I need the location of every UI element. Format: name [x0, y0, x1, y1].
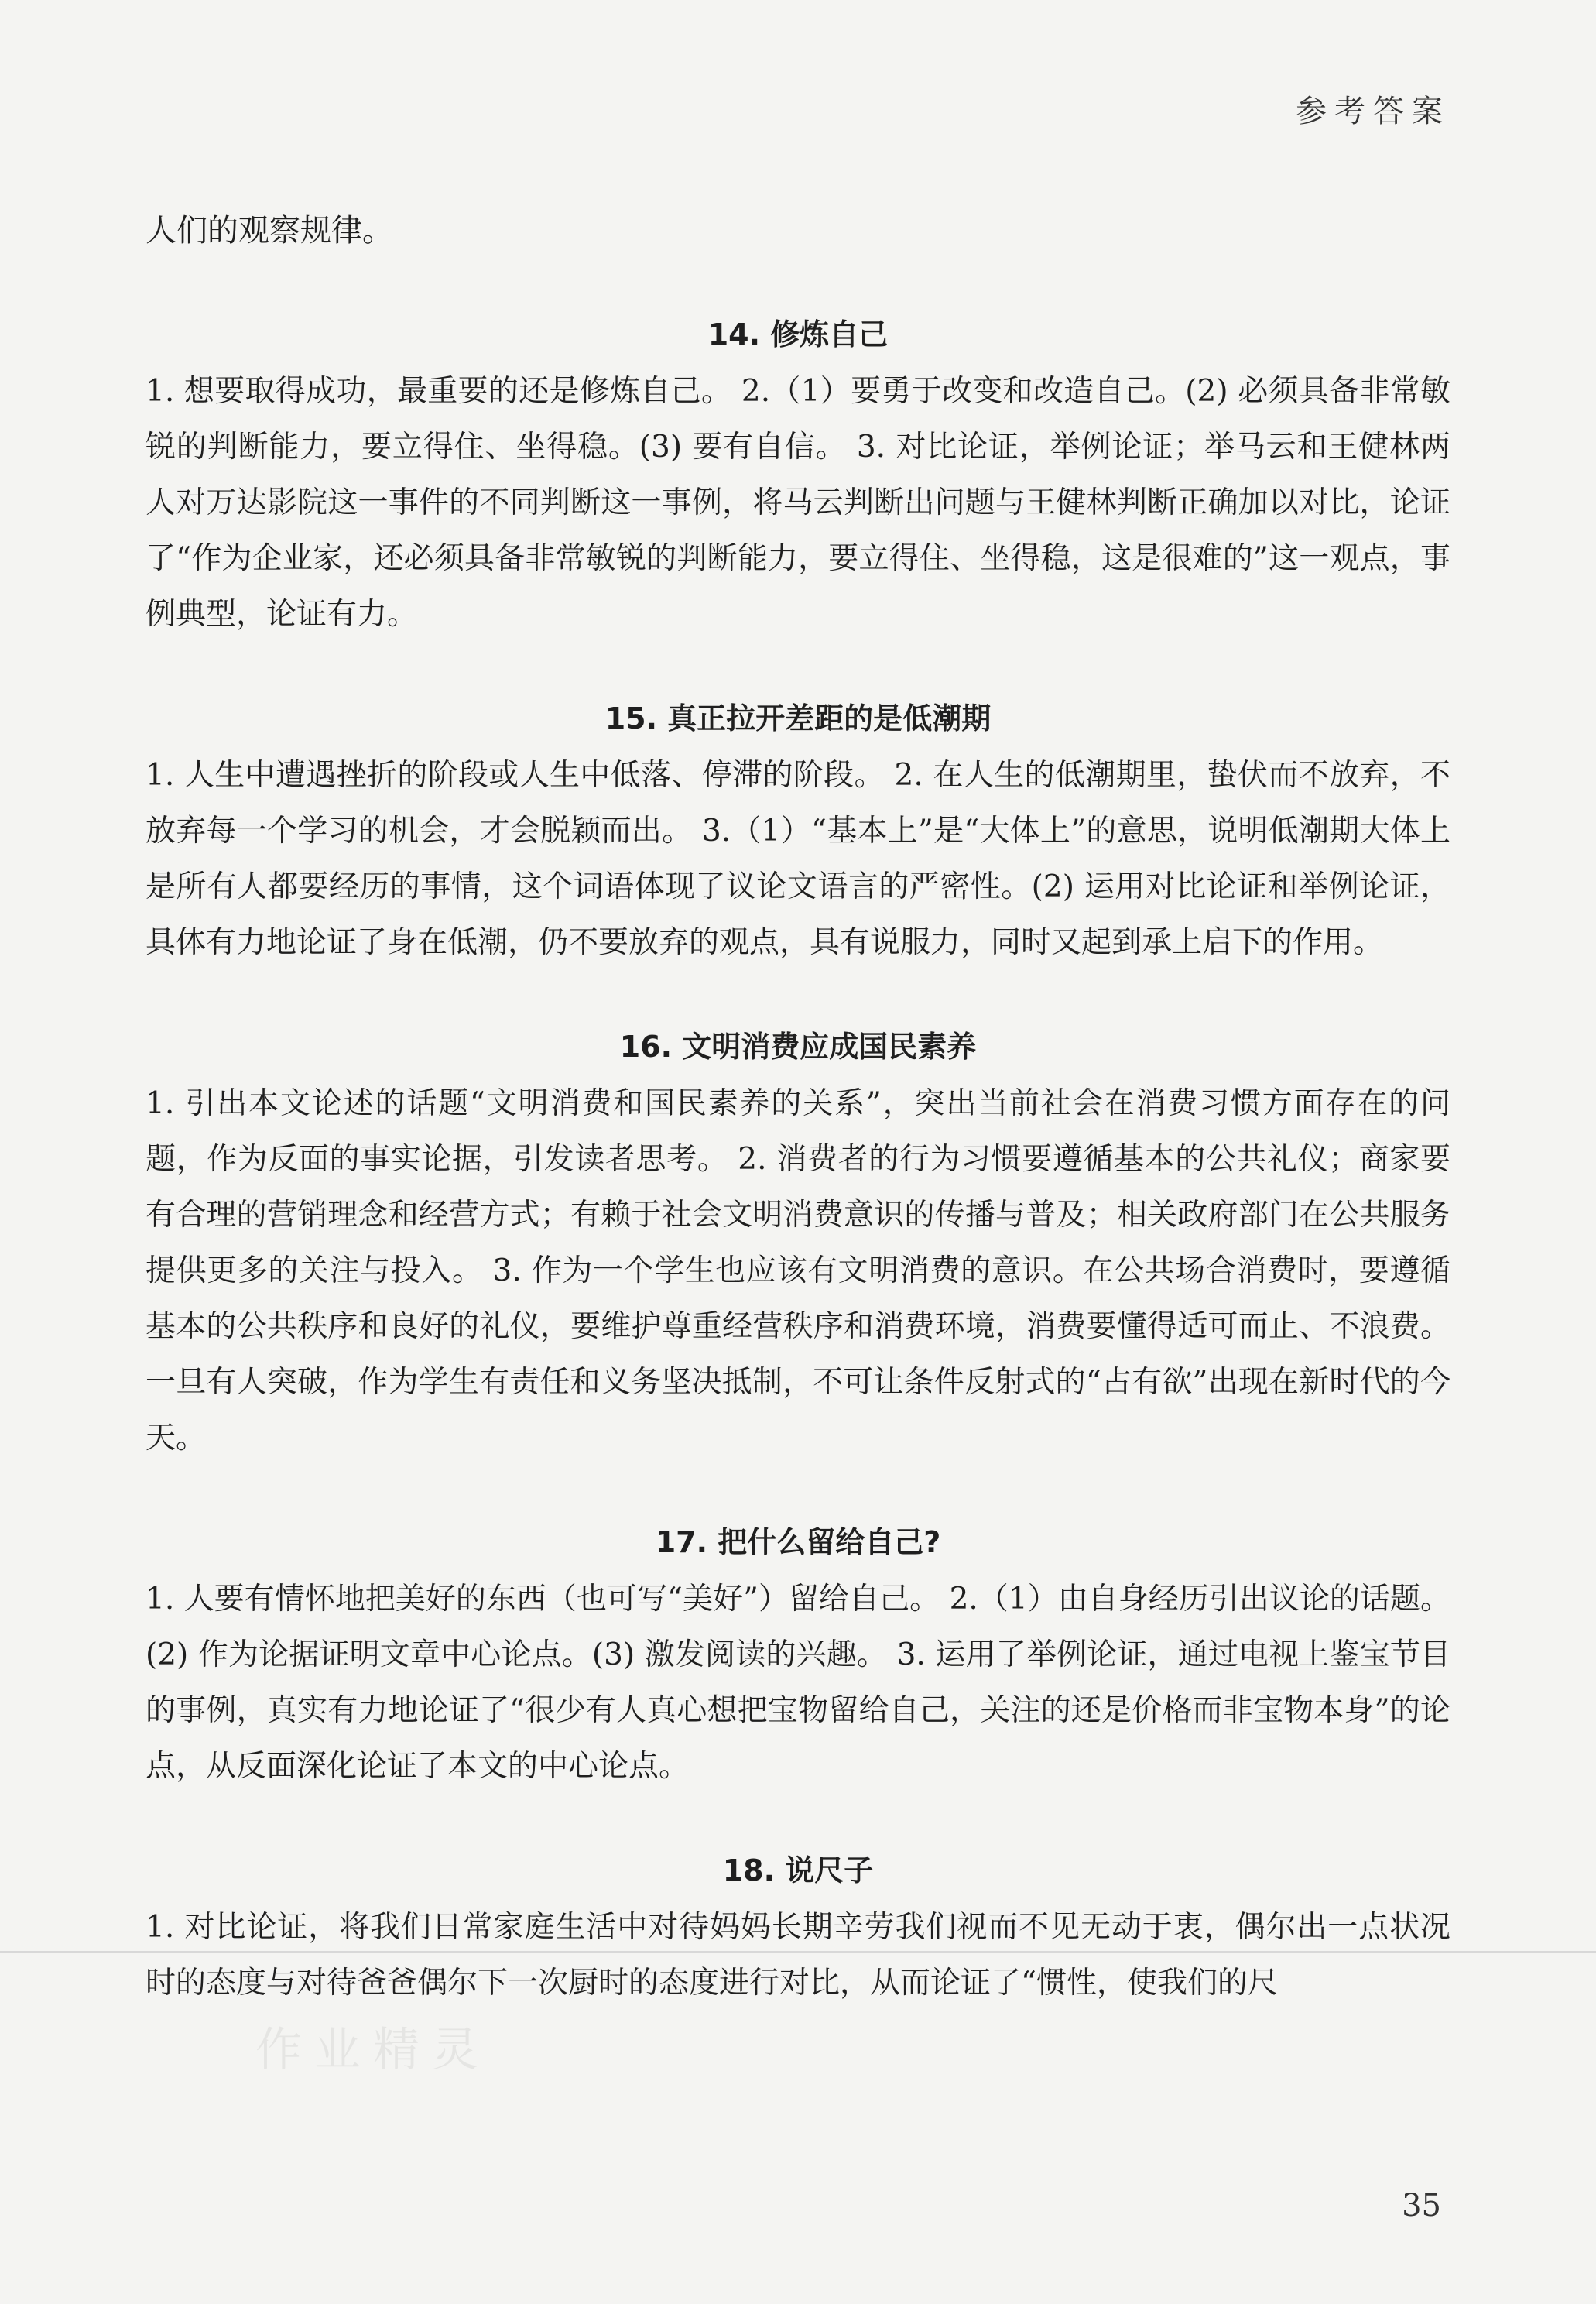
- header-label: 参考答案: [1296, 94, 1450, 129]
- page-content: [146, 203, 1450, 2011]
- section-18: [146, 1849, 1450, 2011]
- section-body: 1. 引出本文论述的话题“文明消费和国民素养的关系”，突出当前社会在消费习惯方面存在的问题，作为反面的事实论据，引发读者思考。 2. 消费者的行为习惯要遵循基本的公共礼仪；商家要有合理的营销理念和经营方式；有赖于社会文明消费意识的传播与普及；相关政府部门在公共服务提供更多的关注与投入。 3. 作为一个学生也应该有文明消费的意识。在公共场合消费时，要遵循基本的公共秩序和良好的礼仪，要维护尊重经营秩序和消费环境，消费要懂得适可而止、不浪费。一旦有人突破，作为学生有责任和义务坚决抵制，不可让条件反射式的“占有欲”出现在新时代的今天。: [146, 1086, 1450, 1455]
- section-title: 18. 说尺子: [722, 1853, 874, 1887]
- section-title: 17. 把什么留给自己?: [655, 1525, 941, 1559]
- section-17: [146, 1521, 1450, 1795]
- section-title: 14. 修炼自己: [707, 317, 889, 351]
- section-title: 15. 真正拉开差距的是低潮期: [604, 701, 992, 735]
- section-body: 1. 人要有情怀地把美好的东西（也可写“美好”）留给自己。 2.（1）由自身经历引出议论的话题。(2) 作为论据证明文章中心论点。(3) 激发阅读的兴趣。 3. 运用了举例论证，通过电视上鉴宝节目的事例，真实有力地论证了“很少有人真心想把宝物留给自己，关注的还是价格而非宝物本身”的论点，从反面深化论证了本文的中心论点。: [146, 1582, 1450, 1784]
- lead-text: 人们的观察规律。: [146, 213, 393, 249]
- page-number: 35: [1402, 2188, 1441, 2223]
- section-15: [146, 697, 1450, 971]
- section-body: 1. 人生中遭遇挫折的阶段或人生中低落、停滞的阶段。 2. 在人生的低潮期里，蛰伏而不放弃，不放弃每一个学习的机会，才会脱颖而出。 3.（1）“基本上”是“大体上”的意思，说明低潮期大体上是所有人都要经历的事情，这个词语体现了议论文语言的严密性。(2) 运用对比论证和举例论证，具体有力地论证了身在低潮，仍不要放弃的观点，具有说服力，同时又起到承上启下的作用。: [146, 758, 1450, 960]
- watermark: 作业精灵: [255, 2023, 491, 2077]
- section-body: 1. 对比论证，将我们日常家庭生活中对待妈妈长期辛劳我们视而不见无动于衷，偶尔出一点状况时的态度与对待爸爸偶尔下一次厨时的态度进行对比，从而论证了“惯性，使我们的尺: [146, 1910, 1450, 2001]
- section-16: [146, 1025, 1450, 1466]
- section-14: [146, 313, 1450, 643]
- page-fold-divider: [0, 1951, 1596, 1953]
- section-body: 1. 想要取得成功，最重要的还是修炼自己。 2.（1）要勇于改变和改造自己。(2) 必须具备非常敏锐的判断能力，要立得住、坐得稳。(3) 要有自信。 3. 对比论证，举例论证；举马云和王健林两人对万达影院这一事件的不同判断这一事例，将马云判断出问题与王健林判断正确加以对比，论证了“作为企业家，还必须具备非常敏锐的判断能力，要立得住、坐得稳，这是很难的”这一观点，事例典型，论证有力。: [146, 374, 1450, 632]
- section-title: 16. 文明消费应成国民素养: [619, 1030, 977, 1064]
